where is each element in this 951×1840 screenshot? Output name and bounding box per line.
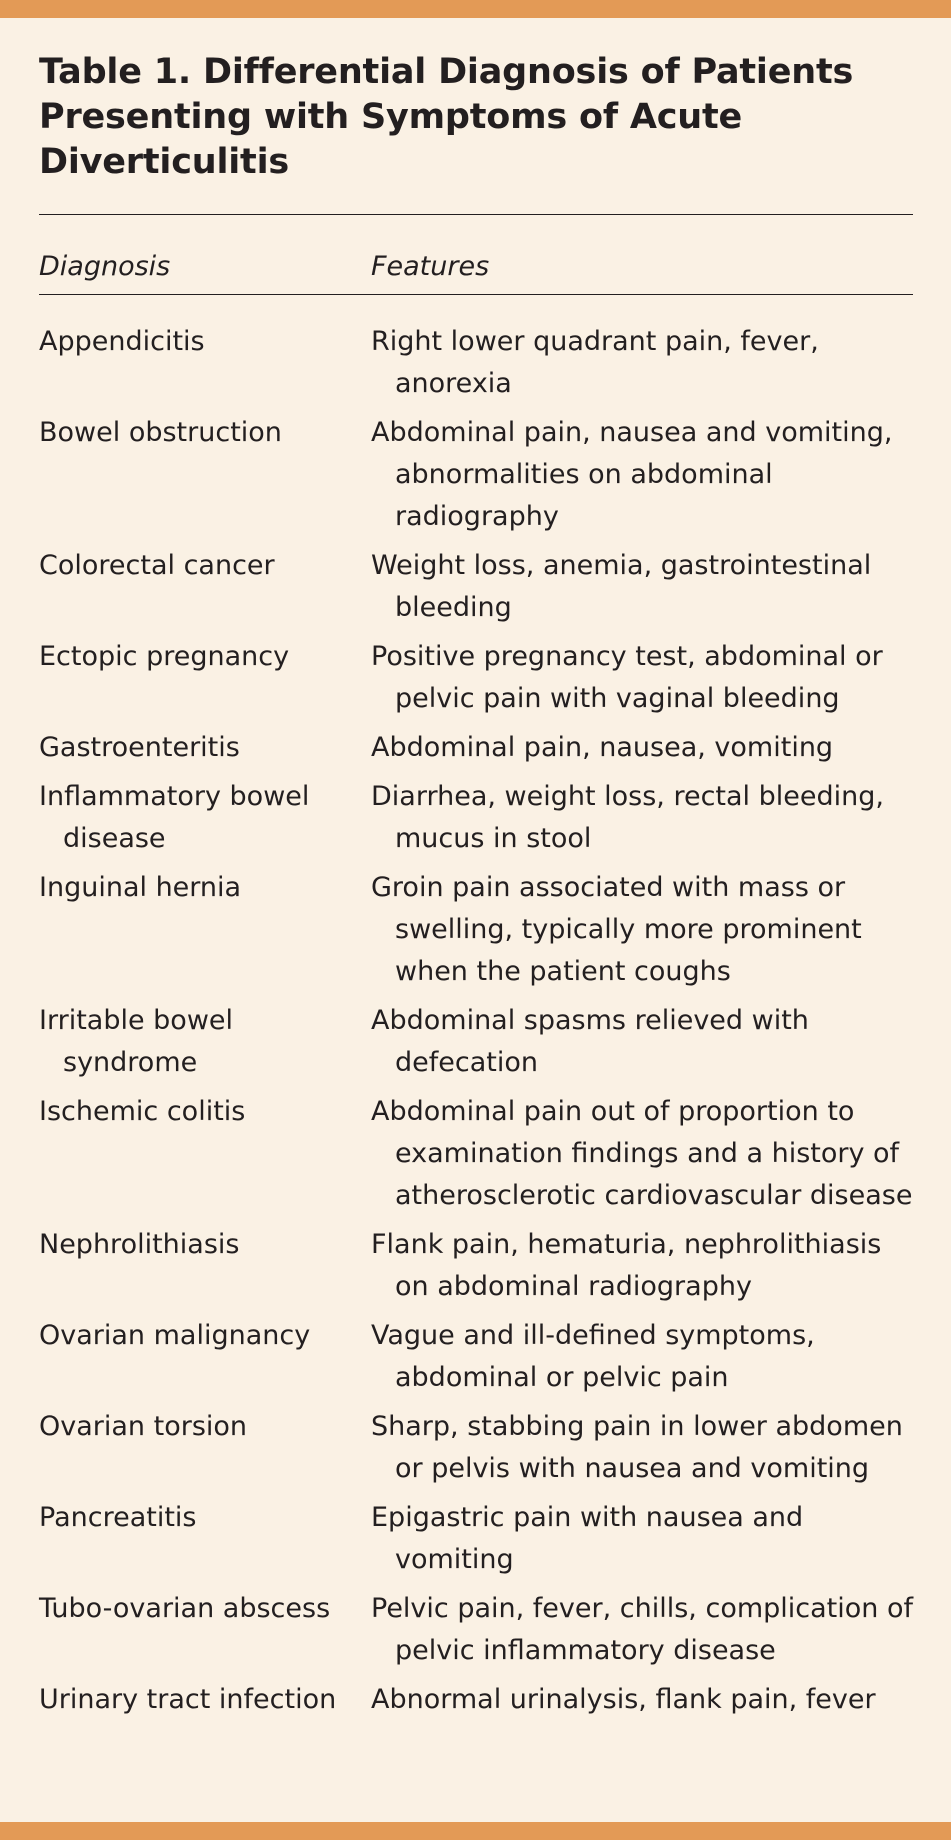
- table-row: [39, 636, 913, 720]
- features-cell: Diarrhea, weight loss, rectal bleeding, mucus in stool: [371, 781, 884, 854]
- features-cell: Abdominal spasms relieved with defecation: [371, 1005, 809, 1078]
- table-title-line1: Table 1. Differential Diagnosis of Patients: [39, 52, 854, 92]
- table-row: [39, 1091, 913, 1217]
- diagnosis-cell: Ischemic colitis: [39, 1096, 246, 1127]
- features-cell: Pelvic pain, fever, chills, complication of pelvic inflammatory disease: [371, 1593, 913, 1666]
- features-cell: Sharp, stabbing pain in lower abdomen or pelvis with nausea and vomiting: [371, 1411, 903, 1484]
- title-divider: [39, 214, 913, 215]
- diagnosis-cell: Inguinal hernia: [39, 872, 242, 903]
- table-row: [39, 867, 913, 993]
- features-cell: Flank pain, hematuria, nephrolithiasis on abdominal radiography: [371, 1229, 882, 1302]
- header-diagnosis: Diagnosis: [39, 251, 171, 282]
- diagnosis-cell: Appendicitis: [39, 326, 205, 357]
- table-row: [39, 1497, 913, 1581]
- features-cell: Abdominal pain, nausea, vomiting: [371, 732, 834, 763]
- top-accent-bar: [0, 0, 951, 18]
- diagnosis-cell: Ovarian torsion: [39, 1411, 248, 1442]
- table-row: [39, 321, 913, 405]
- features-cell: Right lower quadrant pain, fever, anorexia: [371, 326, 819, 399]
- diagnosis-cell: Irritable bowel syndrome: [39, 1005, 234, 1078]
- features-cell: Positive pregnancy test, abdominal or pelvic pain with vaginal bleeding: [371, 641, 883, 714]
- table-row: [39, 1224, 913, 1308]
- table-row: [39, 545, 913, 629]
- features-cell: Groin pain associated with mass or swelling, typically more prominent when the patient coughs: [371, 872, 862, 987]
- table-title-line2: Presenting with Symptoms of Acute Diverticulitis: [39, 97, 743, 182]
- table-row: [39, 1406, 913, 1490]
- bottom-accent-bar: [0, 1822, 951, 1840]
- features-cell: Epigastric pain with nausea and vomiting: [371, 1502, 804, 1575]
- diagnosis-cell: Nephrolithiasis: [39, 1229, 240, 1260]
- table-row: [39, 1679, 913, 1721]
- table-title: [39, 50, 913, 185]
- table-header-row: [39, 251, 913, 283]
- features-cell: Weight loss, anemia, gastrointestinal bleeding: [371, 550, 872, 623]
- table-row: [39, 1588, 913, 1672]
- diagnosis-cell: Tubo-ovarian abscess: [39, 1593, 331, 1624]
- features-cell: Abnormal urinalysis, flank pain, fever: [371, 1684, 876, 1715]
- features-cell: Vague and ill-defined symptoms, abdominal or pelvic pain: [371, 1320, 815, 1393]
- differential-diagnosis-table: [39, 50, 913, 1728]
- diagnosis-cell: Colorectal cancer: [39, 550, 275, 581]
- diagnosis-cell: Urinary tract infection: [39, 1684, 337, 1715]
- table-row: [39, 1000, 913, 1084]
- features-cell: Abdominal pain, nausea and vomiting, abnormalities on abdominal radiography: [371, 417, 893, 532]
- diagnosis-cell: Ectopic pregnancy: [39, 641, 290, 672]
- header-features: Features: [371, 251, 490, 282]
- diagnosis-cell: Pancreatitis: [39, 1502, 197, 1533]
- diagnosis-cell: Ovarian malignancy: [39, 1320, 311, 1351]
- diagnosis-cell: Gastroenteritis: [39, 732, 240, 763]
- header-divider: [39, 294, 913, 295]
- table-row: [39, 727, 913, 769]
- diagnosis-cell: Inflammatory bowel disease: [39, 781, 310, 854]
- table-row: [39, 1315, 913, 1399]
- table-row: [39, 776, 913, 860]
- diagnosis-cell: Bowel obstruction: [39, 417, 282, 448]
- table-body: [39, 321, 913, 1721]
- features-cell: Abdominal pain out of proportion to examination findings and a history of atherosclerotic cardiovascular disease: [371, 1096, 913, 1211]
- table-row: [39, 412, 913, 538]
